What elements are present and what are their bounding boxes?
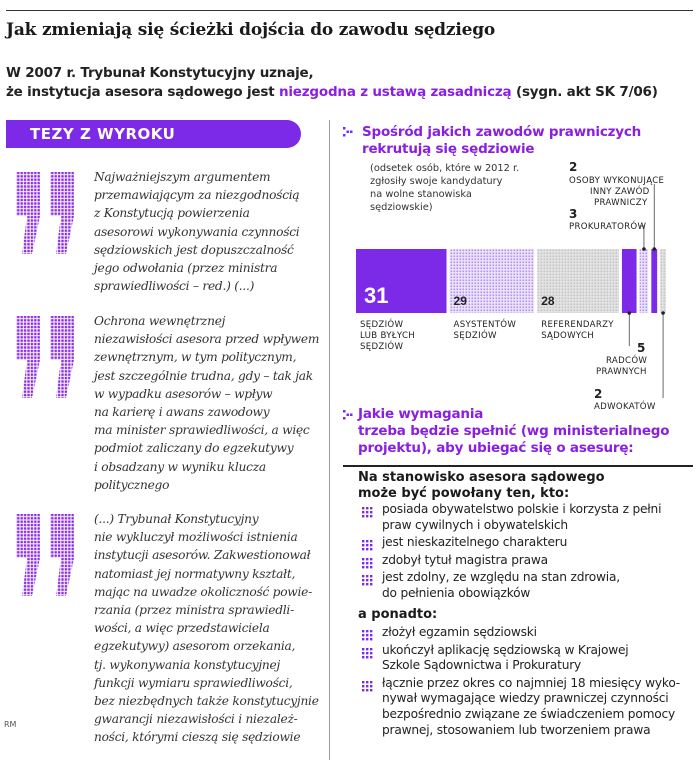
thesis-line: tj. wykonywania konstytucyjnej — [94, 657, 280, 672]
thesis-line: jest szczególnie trudna, gdy – tak jak — [94, 368, 313, 383]
chart-subtitle-line: (odsetek osób, które w 2012 r. — [370, 163, 520, 174]
thesis-line: egzekutywy) asesorom orzekania, — [94, 639, 296, 654]
requirements-group-1-head — [358, 470, 605, 502]
thesis-line: podmiot zaliczany do egzekutywy — [94, 441, 294, 456]
chart-subtitle-line: na wolne stanowiska — [370, 189, 472, 200]
requirement-line: posiada obywatelstwo polskie i korzysta z pełni — [382, 502, 662, 516]
thesis-line: z Konstytucją powierzenia — [94, 206, 250, 221]
bar-value-label-0: 31 — [364, 283, 389, 308]
requirement-item — [382, 535, 699, 551]
bullet-icon — [362, 627, 374, 639]
callout-label-5: INNY ZAWÓD — [590, 187, 650, 197]
requirements-title — [358, 406, 698, 457]
thesis-line: politycznego — [94, 477, 170, 492]
thesis-line: przemawiającym za niezgodnością — [94, 188, 300, 203]
thesis-line: sprawiedliwości – red.) (...) — [94, 279, 255, 294]
requirement-item — [382, 502, 699, 533]
category-label-0: LUB BYŁYCH — [360, 331, 416, 341]
callout-value-3: 5 — [637, 341, 646, 355]
callout-label-5: PRAWNICZY — [594, 198, 648, 208]
thesis-line: jego odwołania (przez ministra — [94, 261, 278, 276]
thesis-line: natomiast jej normatywny kształt, — [94, 566, 296, 581]
thesis-line: bez niezbędnych także konstytucyjnie — [94, 694, 319, 709]
thesis-line: niezawisłości asesora przed wpływem — [94, 332, 320, 347]
requirements-title-line: Jakie wymagania — [358, 406, 484, 422]
category-label-2: SĄDOWYCH — [541, 331, 595, 341]
thesis-line: mając na uwadze okoliczność powie- — [94, 584, 312, 599]
callout-value-6: 2 — [594, 387, 603, 401]
credit: RM — [4, 720, 17, 729]
thesis-line: w wypadku asesorów – wpływ — [94, 386, 273, 401]
requirement-item — [382, 643, 699, 674]
requirement-line: łącznie przez okres co najmniej 18 miesięcy wyko- — [382, 675, 680, 690]
bar-segment-3 — [622, 249, 637, 313]
section-marker-icon — [343, 409, 357, 423]
requirement-item — [382, 676, 699, 738]
category-label-1: ASYSTENTÓW — [453, 320, 517, 330]
thesis-line: sędziowskich jest dopuszczalność — [94, 242, 294, 257]
category-label-0: SĘDZIÓW — [360, 320, 404, 330]
callout-dot-4 — [642, 247, 646, 251]
thesis-line: instytucji asesorów. Zakwestionował — [94, 548, 311, 563]
requirement-line: ukończył aplikację sędziowską w Krajowej — [382, 642, 629, 657]
chart-subtitle-line: sędziowskie) — [370, 202, 433, 213]
requirements-rule — [343, 465, 693, 467]
requirement-line: Szkole Sądownictwa i Prokuratury — [382, 658, 582, 673]
bar-value-label-1: 29 — [453, 294, 467, 308]
requirement-line: złożył egzamin sędziowski — [382, 625, 537, 639]
callout-label-5: OSOBY WYKONUJĄCE — [569, 176, 665, 186]
thesis-line: i obsadzany w wyniku klucza — [94, 459, 266, 474]
chart-title-line-2: rekrutują się sędziowie — [362, 141, 535, 157]
bullet-icon — [362, 678, 374, 690]
thesis-line: Ochrona wewnętrznej — [94, 314, 226, 328]
bullet-icon — [362, 645, 374, 657]
category-label-0: SĘDZIÓW — [360, 342, 404, 352]
callout-label-3: RADCÓW — [606, 356, 648, 366]
bullet-icon — [362, 555, 374, 567]
callout-value-5: 2 — [569, 160, 578, 174]
requirement-line: zdobył tytuł magistra prawa — [382, 552, 548, 567]
category-label-1: SĘDZIÓW — [453, 331, 497, 341]
requirement-line: jest nieskazitelnego charakteru — [382, 535, 568, 550]
callout-label-6: ADWOKATÓW — [594, 402, 656, 412]
requirements-title-line: projektu), aby ubiegać się o asesurę: — [358, 440, 634, 456]
thesis-line: wości, a więc przedstawiciela — [94, 621, 270, 636]
thesis-line: nie wykluczył możliwości istnienia — [94, 530, 298, 545]
thesis-line: Najważniejszym argumentem — [94, 170, 271, 184]
thesis-line: (...) Trybunał Konstytucyjny — [94, 512, 259, 526]
requirements-head-line: Na stanowisko asesora sądowego — [358, 470, 605, 485]
requirement-item — [382, 570, 699, 601]
callout-value-4: 3 — [569, 207, 578, 221]
requirements-head-line: może być powołany ten, kto: — [358, 486, 570, 501]
thesis-line: na karierę i awans zawodowy — [94, 405, 270, 420]
bar-segment-4 — [640, 249, 649, 313]
thesis-line: zewnętrznym, w tym politycznym, — [94, 350, 297, 365]
thesis-line: rzania (przez ministra sprawiedli- — [94, 603, 294, 618]
requirement-line: praw cywilnych i obywatelskich — [382, 517, 568, 532]
chart-title-line-1: Spośród jakich zawodów prawniczych — [362, 124, 642, 140]
bar-value-label-2: 28 — [541, 294, 555, 308]
thesis-line: asesorowi wykonywania czynności — [94, 224, 300, 239]
intro-highlight: niezgodna z ustawą zasadniczą — [278, 84, 512, 100]
thesis-line: ności, którymi cieszą się sędziowie — [94, 730, 301, 745]
requirements-group-2-head: a ponadto: — [358, 607, 438, 622]
requirement-line: bezpośrednio związane ze świadczeniem pomocy — [382, 706, 676, 721]
callout-label-4: PROKURATORÓW — [569, 222, 647, 232]
requirement-line: do pełnienia obowiązków — [382, 585, 531, 600]
chart-subtitle-line: zgłosiły swoje kandydatury — [370, 176, 503, 187]
requirement-line: nywał wymagające wiedzy prawniczej czynności — [382, 691, 669, 706]
category-label-2: REFERENDARZY — [541, 320, 614, 330]
requirements-title-line: trzeba będzie spełnić (wg ministerialnego — [358, 423, 670, 439]
requirement-line: jest zdolny, ze względu na stan zdrowia, — [382, 570, 620, 585]
callout-dot-6 — [661, 311, 665, 315]
intro-line-2-pre: że instytucja asesora sądowego jest — [6, 84, 279, 100]
thesis-line: funkcji wymiaru sprawiedliwości, — [94, 675, 293, 690]
callout-dot-5 — [652, 247, 656, 251]
requirement-item — [382, 553, 699, 569]
bar-segment-5 — [651, 249, 657, 313]
bar-segment-6 — [660, 249, 666, 313]
callout-dot-3 — [627, 311, 631, 315]
bullet-icon — [362, 572, 374, 584]
thesis-line: gwarancji niezawisłości i niezależ- — [94, 712, 298, 727]
intro-line-2-post: (sygn. akt SK 7/06) — [511, 84, 658, 100]
page-headline: Jak zmieniają się ścieżki dojścia do zawodu sędziego — [6, 20, 496, 40]
thesis-line: ma minister sprawiedliwości, a więc — [94, 423, 310, 438]
theses-title: TEZY Z WYROKU — [30, 125, 176, 143]
callout-label-3: PRAWNYCH — [596, 367, 647, 377]
bullet-icon — [362, 504, 374, 516]
bullet-icon — [362, 537, 374, 549]
intro-line-1: W 2007 r. Trybunał Konstytucyjny uznaje, — [6, 65, 314, 81]
requirement-line: prawnej, stosowaniem lub tworzeniem prawa — [382, 722, 651, 737]
requirement-item — [382, 625, 699, 641]
